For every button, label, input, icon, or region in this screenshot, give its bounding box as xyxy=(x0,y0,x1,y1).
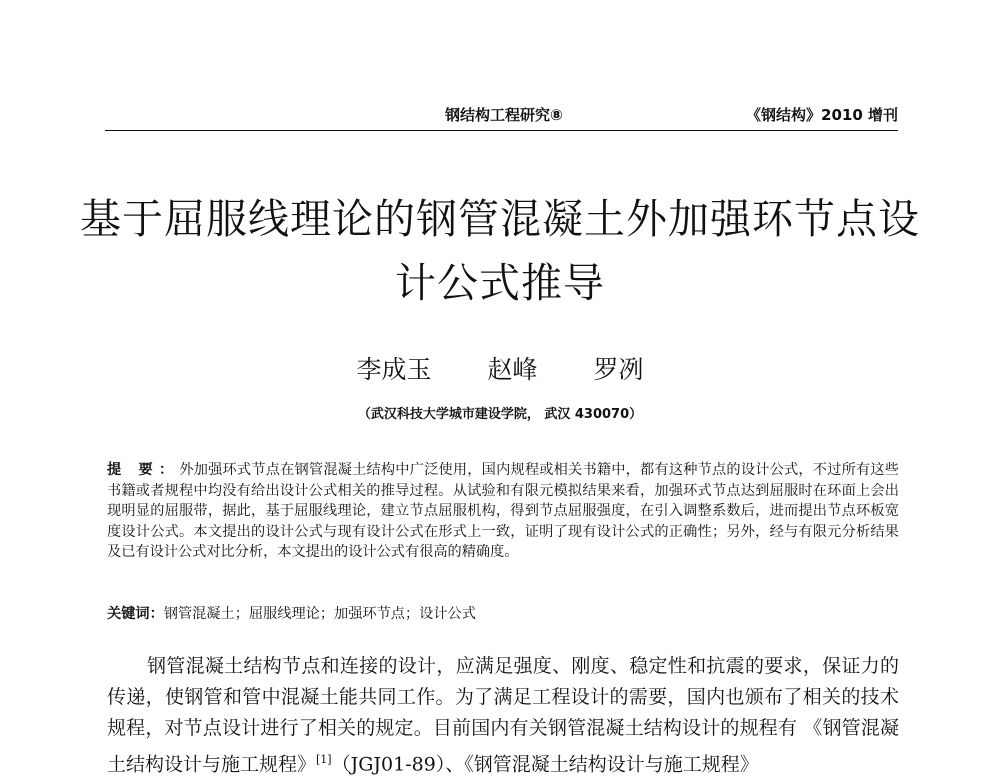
abstract xyxy=(107,460,899,563)
author-2: 赵峰 xyxy=(487,355,538,384)
journal-label: 《钢结构》2010 增刊 xyxy=(746,106,898,124)
series-label: 钢结构工程研究⑧ xyxy=(445,106,563,124)
author-1: 李成玉 xyxy=(356,355,432,384)
keywords xyxy=(107,604,899,624)
body-text-main: 钢管混凝土结构节点和连接的设计，应满足强度、刚度、稳定性和抗震的要求，保证力的传递，使钢管和管中混凝土能共同工作。为了满足工程设计的需要，国内也颁布了相关的技术规程，对节点设计进行了相关的规定。目前国内有关钢管混凝土结构设计的规程有 《钢管混凝土结构设计与施工规程》 xyxy=(107,655,899,776)
abstract-label: 提 要： xyxy=(107,462,180,478)
keywords-label: 关键词： xyxy=(107,606,164,622)
affiliation: （武汉科技大学城市建设学院， 武汉 430070） xyxy=(357,407,643,422)
abstract-text: 外加强环式节点在钢管混凝土结构中广泛使用，国内规程或相关书籍中，都有这种节点的设计公式，不过所有这些书籍或者规程中均没有给出设计公式相关的推导过程。从试验和有限元模拟结果来看，加强环式节点达到屈服时在环面上会出现明显的屈服带，据此，基于屈服线理论，建立节点屈服机构，得到节点屈服强度，在引入调整系数后，进而提出节点环板宽度设计公式。本文提出的设计公式与现有设计公式在形式上一致，证明了现有设计公式的正确性；另外，经与有限元分析结果及已有设计公式对比分析，本文提出的设计公式有很高的精确度。 xyxy=(107,462,899,560)
paper-title: 基于屈服线理论的钢管混凝土外加强环节点设计公式推导 xyxy=(80,195,920,307)
keywords-text: 钢管混凝土；屈服线理论；加强环节点；设计公式 xyxy=(163,606,476,622)
reference-marker[interactable]: [1] xyxy=(316,753,332,766)
body-text-tail: （JGJ01-89）、《钢管混凝土结构设计与施工规程》 xyxy=(331,753,759,776)
body-paragraph xyxy=(107,651,899,780)
running-header xyxy=(105,104,898,131)
author-3: 罗冽 xyxy=(593,355,644,384)
author-list xyxy=(0,350,1000,386)
